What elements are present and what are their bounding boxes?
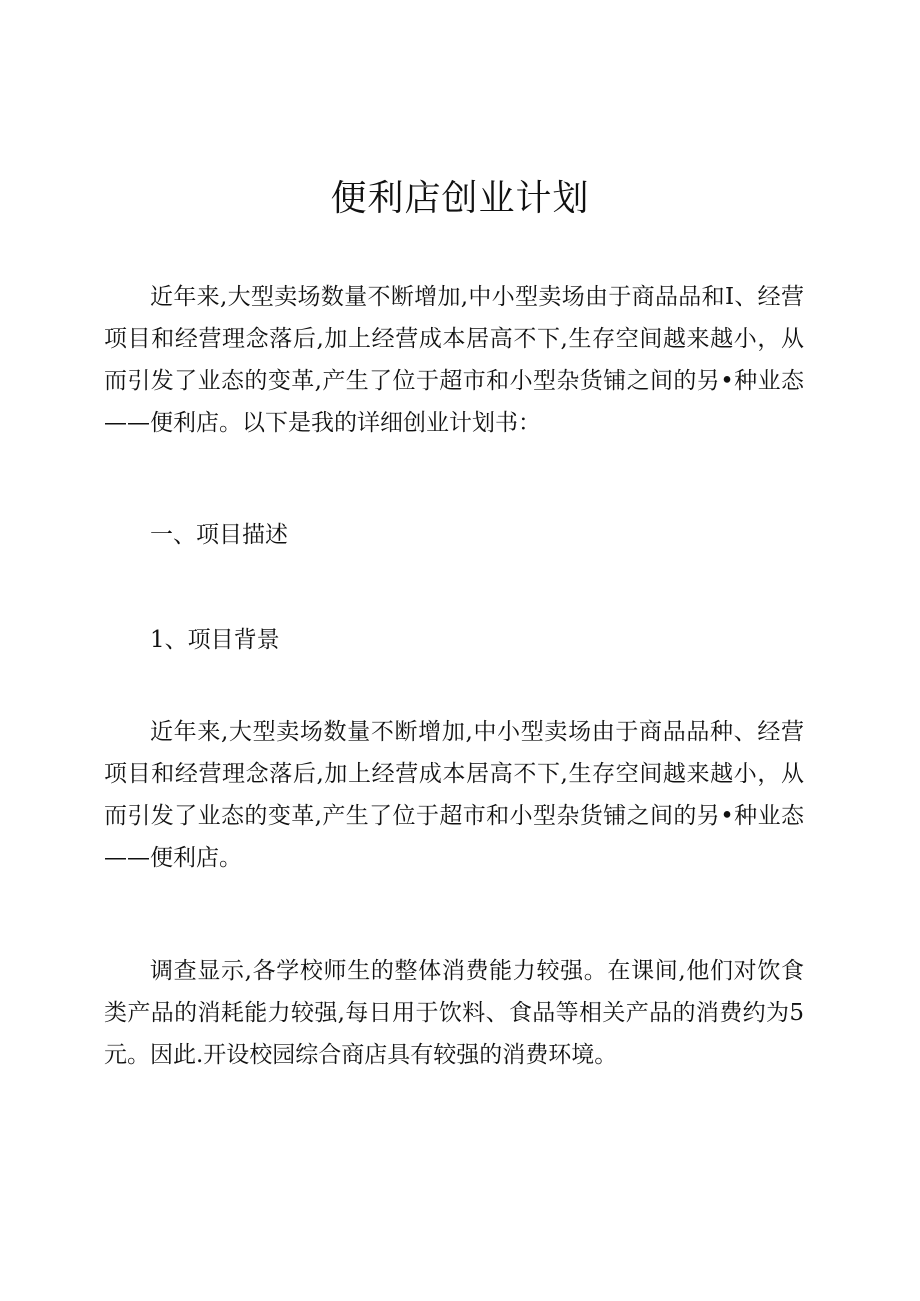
survey-paragraph: 调查显示,各学校师生的整体消费能力较强。在课间,他们对饮食类产品的消耗能力较强,每日用于饮料、食品等相关产品的消费约为5元。因此.开设校园综合商店具有较强的消费环境。 bbox=[104, 958, 804, 1068]
section-heading-project-description: 一、项目描述 bbox=[150, 522, 288, 548]
intro-paragraph: 近年来,大型卖场数量不断增加,中小型卖场由于商品品和I、经营项目和经营理念落后,加上经营成本居高不下,生存空间越来越小，从而引发了业态的变革,产生了位于超市和小型杂货铺之间的另•种业态——便利店。以下是我的详细创业计划书： bbox=[104, 284, 804, 436]
background-paragraph: 近年来,大型卖场数量不断增加,中小型卖场由于商品品种、经营项目和经营理念落后,加上经营成本居高不下,生存空间越来越小，从而引发了业态的变革,产生了位于超市和小型杂货铺之间的另•种业态——便利店。 bbox=[104, 719, 804, 871]
subsection-heading-project-background: 1、项目背景 bbox=[150, 627, 280, 653]
document-title: 便利店创业计划 bbox=[330, 178, 590, 219]
